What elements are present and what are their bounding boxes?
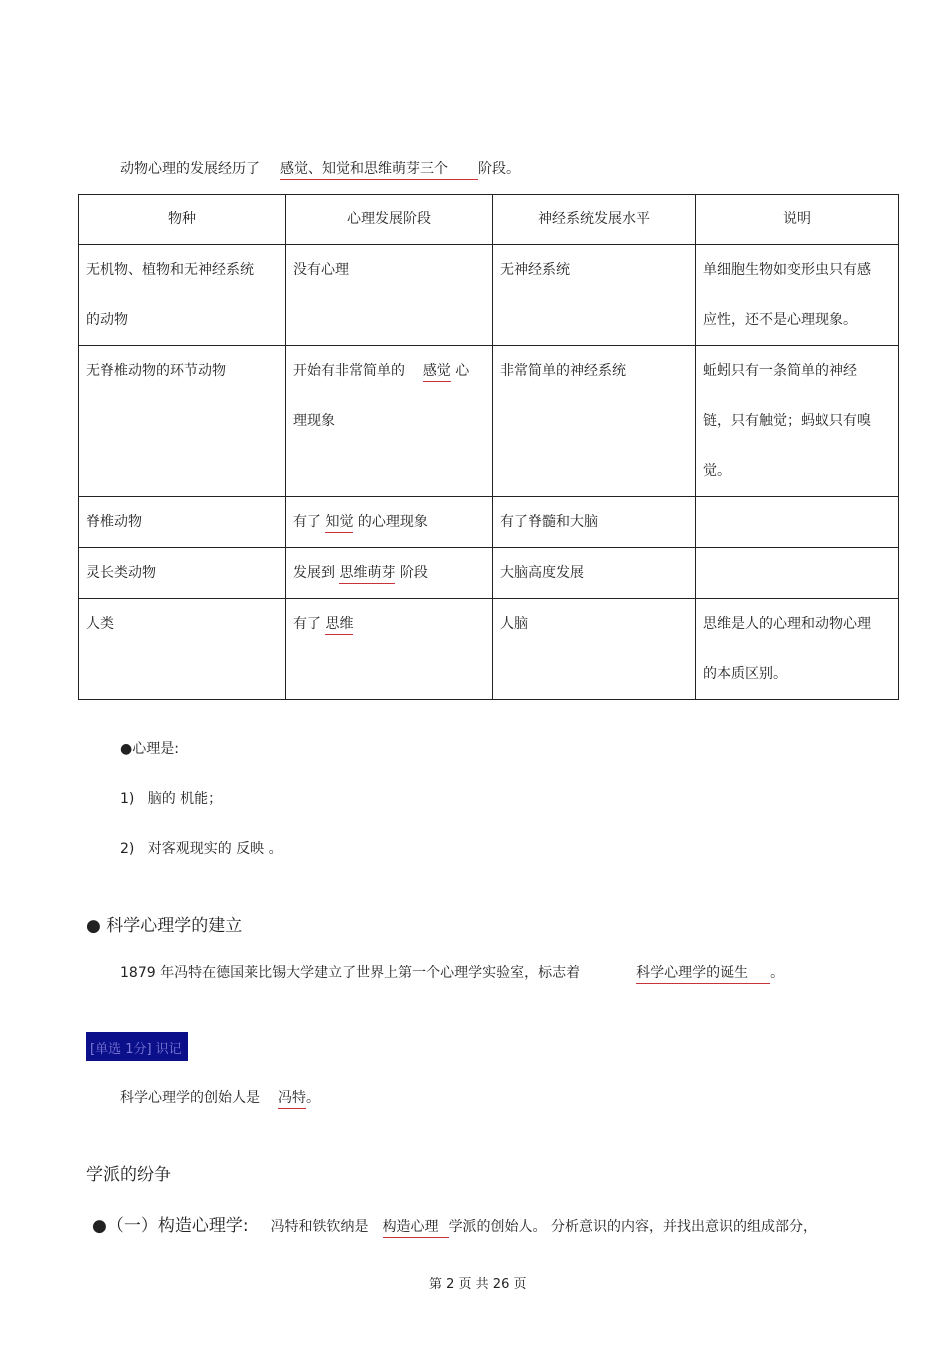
note-text: 单细胞生物如变形虫只有感应性，还不是心理现象。 bbox=[703, 262, 871, 328]
table-row bbox=[79, 346, 899, 497]
species-text: 灵长类动物 bbox=[86, 565, 156, 581]
section-heading-schools: 学派的纷争 bbox=[86, 1165, 171, 1185]
cell-nervous bbox=[493, 497, 696, 548]
nervous-text: 大脑高度发展 bbox=[500, 565, 584, 581]
table-row bbox=[79, 245, 899, 346]
cell-note bbox=[696, 548, 899, 599]
cell-species bbox=[79, 548, 286, 599]
founder-suffix: 。 bbox=[306, 1090, 320, 1106]
cell-note bbox=[696, 497, 899, 548]
table-row bbox=[79, 497, 899, 548]
cell-stage bbox=[286, 599, 493, 700]
page-footer: 第 2 页 共 26 页 bbox=[429, 1277, 527, 1292]
cell-species bbox=[79, 599, 286, 700]
list-text: 对客观现实的 反映 。 bbox=[147, 841, 283, 857]
stage-answer: 思维萌芽 bbox=[339, 564, 395, 584]
list-item bbox=[120, 838, 283, 858]
stage-answer: 感觉 bbox=[423, 362, 451, 382]
cell-stage bbox=[286, 548, 493, 599]
section-heading-science: ● 科学心理学的建立 bbox=[86, 916, 243, 936]
header-note: 说明 bbox=[696, 195, 899, 245]
structuralism-mid: 冯特和铁钦纳是 bbox=[270, 1219, 369, 1235]
science-line-suffix: 。 bbox=[770, 965, 785, 981]
founder-answer: 冯特 bbox=[278, 1087, 306, 1109]
cell-nervous bbox=[493, 599, 696, 700]
cell-stage bbox=[286, 346, 493, 497]
cell-nervous bbox=[493, 346, 696, 497]
cell-species bbox=[79, 346, 286, 497]
cell-nervous bbox=[493, 548, 696, 599]
structuralism-heading: ●（一）构造心理学: bbox=[92, 1216, 249, 1236]
list-text: 脑的 机能； bbox=[147, 791, 223, 807]
stage-text-pre: 发展到 bbox=[293, 565, 335, 581]
cell-note bbox=[696, 599, 899, 700]
header-nervous: 神经系统发展水平 bbox=[493, 195, 696, 245]
structuralism-answer: 构造心理 bbox=[383, 1216, 449, 1238]
question-type-badge: [单选 1分] 识记 bbox=[86, 1032, 188, 1061]
table-header-row bbox=[79, 195, 899, 245]
header-species: 物种 bbox=[79, 195, 286, 245]
science-line-prefix: 1879 年冯特在德国莱比锡大学建立了世界上第一个心理学实验室，标志着 bbox=[120, 965, 581, 981]
intro-answer: 感觉、知觉和思维萌芽三个 bbox=[280, 158, 478, 180]
cell-note bbox=[696, 346, 899, 497]
cell-stage bbox=[286, 497, 493, 548]
cell-stage bbox=[286, 245, 493, 346]
mind-title: ●心理是: bbox=[120, 741, 179, 757]
cell-note bbox=[696, 245, 899, 346]
stage-answer: 知觉 bbox=[325, 513, 353, 533]
species-text: 无机物、植物和无神经系统的动物 bbox=[86, 262, 254, 328]
stage-text: 没有心理 bbox=[293, 262, 349, 278]
founder-prefix: 科学心理学的创始人是 bbox=[120, 1090, 260, 1106]
stage-text-pre: 开始有非常简单的 bbox=[293, 363, 405, 379]
animal-mind-table bbox=[78, 194, 899, 700]
cell-nervous bbox=[493, 245, 696, 346]
cell-species bbox=[79, 497, 286, 548]
table-row bbox=[79, 548, 899, 599]
list-item bbox=[120, 788, 222, 808]
species-text: 无脊椎动物的环节动物 bbox=[86, 363, 226, 379]
nervous-text: 非常简单的神经系统 bbox=[500, 363, 626, 379]
list-number: 1) bbox=[120, 791, 135, 807]
stage-text-pre: 有了 bbox=[293, 514, 321, 530]
note-text: 思维是人的心理和动物心理的本质区别。 bbox=[703, 616, 871, 682]
stage-text-post: 的心理现象 bbox=[357, 514, 428, 530]
nervous-text: 无神经系统 bbox=[500, 262, 570, 278]
stage-text-post: 心理现象 bbox=[293, 363, 470, 429]
structuralism-tail: 学派的创始人。 分析意识的内容，并找出意识的组成部分， bbox=[448, 1219, 818, 1235]
species-text: 人类 bbox=[86, 616, 114, 632]
stage-text-post: 阶段 bbox=[399, 565, 428, 581]
list-number: 2) bbox=[120, 841, 135, 857]
nervous-text: 有了脊髓和大脑 bbox=[500, 514, 598, 530]
cell-species bbox=[79, 245, 286, 346]
header-stage: 心理发展阶段 bbox=[286, 195, 493, 245]
stage-answer: 思维 bbox=[325, 615, 353, 635]
note-text: 蚯蚓只有一条简单的神经链，只有触觉；蚂蚁只有嗅觉。 bbox=[703, 363, 871, 479]
structuralism-line bbox=[92, 1211, 817, 1238]
intro-suffix: 阶段。 bbox=[478, 161, 520, 177]
science-line-answer: 科学心理学的诞生 bbox=[636, 962, 770, 984]
nervous-text: 人脑 bbox=[500, 616, 528, 632]
species-text: 脊椎动物 bbox=[86, 514, 142, 530]
science-line bbox=[120, 962, 784, 984]
intro-line bbox=[120, 158, 520, 180]
stage-text-pre: 有了 bbox=[293, 616, 321, 632]
table-row bbox=[79, 599, 899, 700]
founder-line bbox=[120, 1087, 320, 1109]
intro-prefix: 动物心理的发展经历了 bbox=[120, 161, 260, 177]
